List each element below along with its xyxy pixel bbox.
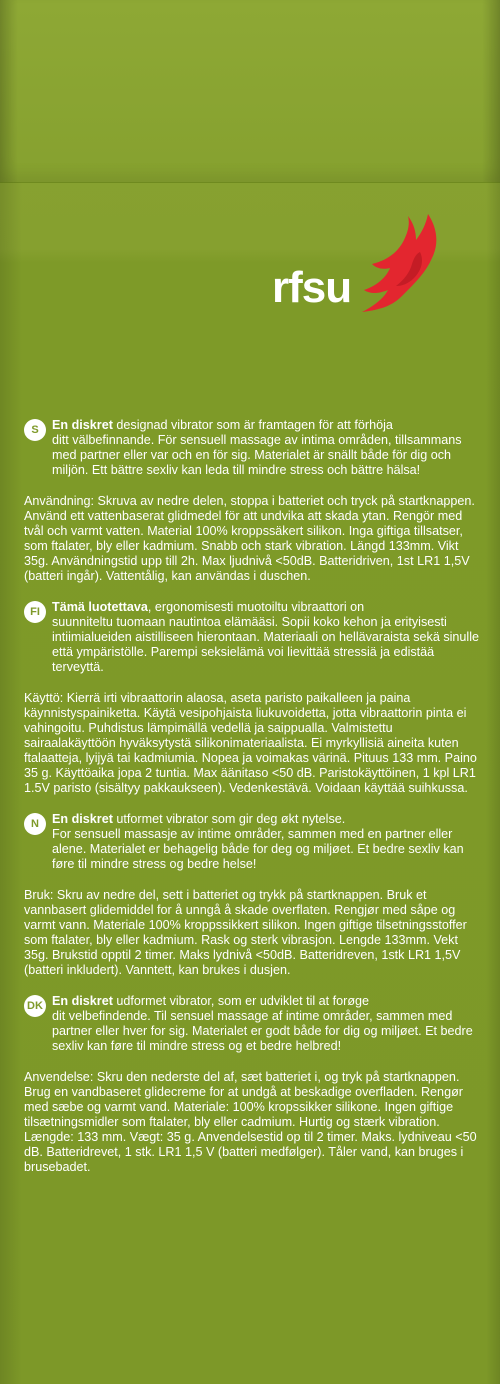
flap-shadow-right [482,0,500,182]
section-no-intro [20,812,482,872]
section-no-usage [20,888,482,978]
section-sv-usage [20,494,482,584]
language-badge: S [24,419,46,441]
language-badge: FI [24,601,46,623]
language-badge: DK [24,995,46,1017]
brand-logo [262,212,442,322]
intro-text: For sensuell massasje av intime områder, sammen med en partner eller alene. Materialet er behagelig både for deg og miljøet. Et bedre sexliv kan føre til mindre stress og bedre helse! [52,827,464,871]
usage-text: Anvendelse: Skru den nederste del af, sæt batteriet i, og tryk på startknappen. Brug en vandbaseret glidecreme for at undgå at beskadige overfladen. Rengør med sæbe og varmt vand. Materiale: 100% kropssikker silikone. Ingen giftige tilsætningsmidler som ftalater, bly eller cadmium. Hurtig og stærk vibration. Længde: 133 mm. Vægt: 35 g. Anvendelsestid op til 2 timer. Maks. lydniveau <50 dB. Batteridrevet, 1 stk. LR1 1,5 V (batteri medfølger). Tåler vand, kan bruges i brusebadet. [24,1070,477,1174]
intro-lead: En diskret [52,418,113,432]
flame-icon [358,212,442,314]
side-shadow-right [486,182,500,1384]
usage-text: Käyttö: Kierrä irti vibraattorin alaosa, aseta paristo paikalleen ja paina käynnistyspainiketta. Käytä vesipohjaista liukuvoidetta, jotta vibraattorin pinta ei vahingoitu. Puhdistus lämpimällä vedellä ja saippualla. Valmistettu sairaalakäyttöön hyväksytystä silikonimateriaalista. Ei myrkyllisiä aineita kuten ftalaatteja, lyijyä tai kadmiumia. Nopea ja voimakas värinä. Pituus 133 mm. Paino 35 g. Käyttöaika jopa 2 tuntia. Max äänitaso <50 dB. Paristokäyttöinen, 1 kpl LR1 1.5V paristo (sisältyy pakkaukseen). Vedenkestävä. Voidaan käyttää suihkussa. [24,691,477,795]
section-fi-usage [20,691,482,796]
intro-first-line: , ergonomisesti muotoiltu vibraattori on [147,600,365,614]
intro-lead: En diskret [52,994,113,1008]
intro-text: suunniteltu tuomaan nautintoa elämääsi. Sopii koko kehon ja erityisesti intiimialueiden aistilliseen hierontaan. Materiaali on hellävaraista sekä sinulle että ympäristölle. Parempi seksielämä voi lievittää stressiä ja edistää terveyttä. [52,615,480,674]
language-badge: N [24,813,46,835]
section-fi-intro [20,600,482,675]
section-dk-intro [20,994,482,1054]
intro-first-line: udformet vibrator, som er udviklet til at forøge [112,994,370,1008]
product-text [20,418,482,1191]
intro-first-line: utformet vibrator som gir deg økt nytelse. [112,812,346,826]
section-dk-usage [20,1070,482,1175]
intro-text: ditt välbefinnande. För sensuell massage av intima områden, tillsammans med partner eller var och en för sig. Materialet är snällt både för dig och miljön. Ett bättre sexliv kan leda till mindre stress och bättre hälsa! [52,433,462,477]
top-flap [0,0,500,183]
section-sv-intro [20,418,482,478]
intro-lead: En diskret [52,812,113,826]
usage-text: Användning: Skruva av nedre delen, stoppa i batteriet och tryck på startknappen. Använd ett vattenbaserat glidmedel för att undvika att skada ytan. Rengör med tvål och varmt vatten. Material 100% kroppssäkert silikon. Inga giftiga tillsatser, som ftalater, bly eller kadmium. Snabb och stark vibration. Längd 133mm. Vikt 35g. Användningstid upp till 2h. Max ljudnivå <50dB. Batteridriven, 1st LR1 1,5V (batteri ingår). Vattentålig, kan användas i duschen. [24,494,475,583]
intro-lead: Tämä luotettava [52,600,148,614]
intro-first-line: designad vibrator som är framtagen för att förhöja [112,418,393,432]
intro-text: dit velbefindende. Til sensuel massage af intime områder, sammen med partner eller hver for sig. Materialet er godt både for dig og miljøet. Et bedre sexliv kan føre til mindre stress og et bedre helbred! [52,1009,473,1053]
flap-shadow-left [0,0,18,182]
side-shadow-left [0,182,22,1384]
usage-text: Bruk: Skru av nedre del, sett i batteriet og trykk på startknappen. Bruk et vannbasert glidemiddel for å unngå å skade overflaten. Rengjør med såpe og varmt vann. Materiale 100% kroppssikkert silikon. Ingen giftige tilsetningsstoffer som ftalater, bly eller kadmium. Rask og sterk vibrasjon. Lengde 133mm. Vekt 35g. Brukstid opptil 2 timer. Maks lydnivå <50dB. Batteridreven, 1stk LR1 1,5V (batteri inkludert). Vanntett, kan brukes i dusjen. [24,888,467,977]
logo-wordmark: rfsu [272,263,352,312]
